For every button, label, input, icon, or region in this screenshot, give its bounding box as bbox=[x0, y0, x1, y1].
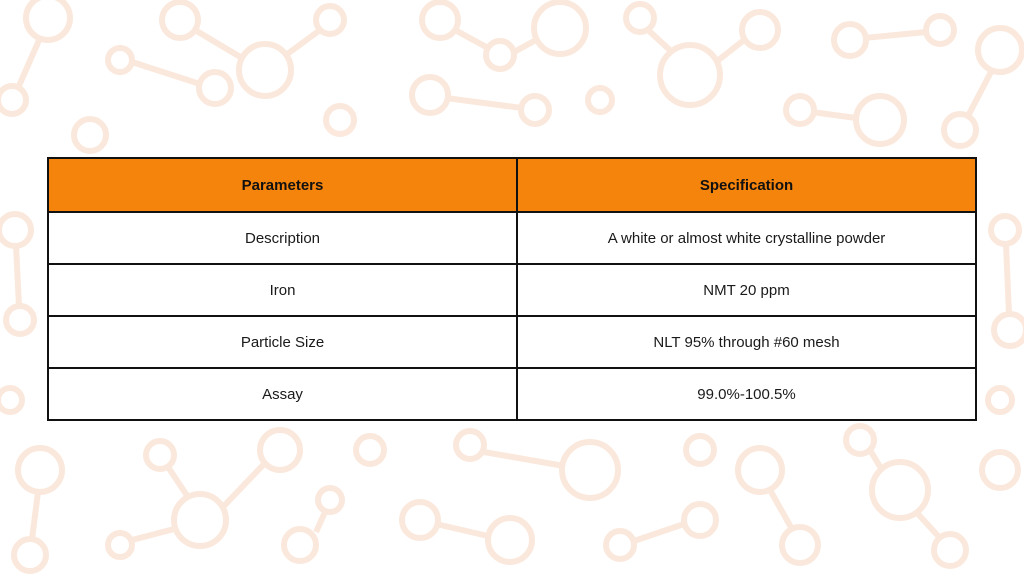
table-header-row bbox=[48, 158, 976, 212]
specification-cell: NMT 20 ppm bbox=[517, 264, 976, 316]
table-row bbox=[48, 264, 976, 316]
parameter-cell: Iron bbox=[48, 264, 517, 316]
table-row bbox=[48, 316, 976, 368]
parameter-cell: Assay bbox=[48, 368, 517, 420]
specification-table bbox=[47, 157, 977, 421]
parameter-cell: Description bbox=[48, 212, 517, 264]
specification-cell: 99.0%-100.5% bbox=[517, 368, 976, 420]
column-header-specification: Specification bbox=[517, 158, 976, 212]
column-header-parameters: Parameters bbox=[48, 158, 517, 212]
specification-cell: A white or almost white crystalline powder bbox=[517, 212, 976, 264]
parameter-cell: Particle Size bbox=[48, 316, 517, 368]
table-row bbox=[48, 212, 976, 264]
specification-cell: NLT 95% through #60 mesh bbox=[517, 316, 976, 368]
table-row bbox=[48, 368, 976, 420]
